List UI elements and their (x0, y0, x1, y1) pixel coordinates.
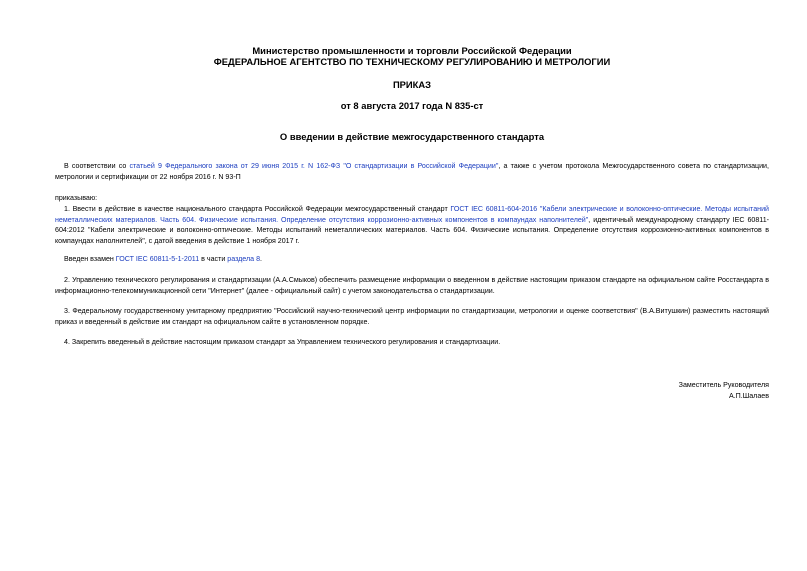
item-3-paragraph: 3. Федеральному государственному унитарному предприятию "Российский научно-технический центр информации по стандартизации, метрологии и оценке соответствия" (В.А.Витушкин) разместить настоящий приказ и введенный в действие им стандарт на официальном сайте в установленном порядке. (55, 307, 769, 326)
preamble-paragraph (55, 161, 769, 182)
item-1-paragraph (55, 204, 769, 246)
signatory-name: А.П.Шалаев (728, 391, 769, 400)
preamble-intro: В соответствии со (64, 162, 130, 170)
document-subject: О введении в действие межгосударственного стандарта (279, 131, 545, 142)
replace-intro: Введен взамен (64, 255, 116, 263)
section-8-link[interactable]: раздела 8 (227, 255, 261, 263)
document-type: ПРИКАЗ (392, 79, 432, 90)
item-4-paragraph: 4. Закрепить введенный в действие настоящим приказом стандарт за Управлением технического регулирования и стандартизации. (64, 338, 501, 346)
replace-end: . (260, 255, 263, 263)
standard-link-5-1[interactable]: ГОСТ IEC 60811-5-1-2011 (115, 255, 200, 263)
replace-paragraph (55, 254, 769, 265)
order-word: приказываю: (55, 194, 98, 202)
item-1-rest: , идентичный международному стандарту IEC 60811-604:2012 "Кабели электрические и волоконно-оптические. Методы испытаний неметаллических материалов. Часть 604. Физические испытания. Определение отсутствия коррозионно-активных компонентов в компаундах наполнителей", с датой введения в действие 1 ноября 2017 г. (55, 215, 770, 245)
signatory-position: Заместитель Руководителя (678, 381, 769, 389)
law-link[interactable]: статьей 9 Федерального закона от 29 июня 2015 г. N 162-ФЗ "О стандартизации в Российской Федерации" (129, 162, 499, 170)
item-1-intro: 1. Ввести в действие в качестве национального стандарта Российской Федерации межгосударственный стандарт (64, 205, 451, 213)
replace-mid: в части (199, 255, 228, 263)
agency-title: ФЕДЕРАЛЬНОЕ АГЕНТСТВО ПО ТЕХНИЧЕСКОМУ РЕГУЛИРОВАНИЮ И МЕТРОЛОГИИ (213, 56, 611, 67)
standard-link-604[interactable]: ГОСТ IEC 60811-604-2016 "Кабели электрические и волоконно-оптические. Методы испытаний неметаллических материалов. Часть 604. Физические испытания. Определение отсутствия коррозионно-активных компонентов в компаундах наполнителей" (55, 205, 769, 224)
ministry-title: Министерство промышленности и торговли Российской Федерации (252, 45, 572, 56)
document-date-number: от 8 августа 2017 года N 835-ст (340, 100, 484, 111)
signature-block (679, 380, 769, 401)
preamble-rest: , а также с учетом протокола Межгосударственного совета по стандартизации, метрологии и сертификации от 22 ноября 2016 г. N 93-П (55, 162, 769, 181)
item-2-paragraph: 2. Управлению технического регулирования и стандартизации (А.А.Смыков) обеспечить размещение информации о введенном в действие настоящим приказом стандарте на официальном сайте Росстандарта в информационно-телекоммуникационной сети "Интернет" (далее - официальный сайт) с учетом законодательства о стандартизации. (55, 276, 769, 295)
